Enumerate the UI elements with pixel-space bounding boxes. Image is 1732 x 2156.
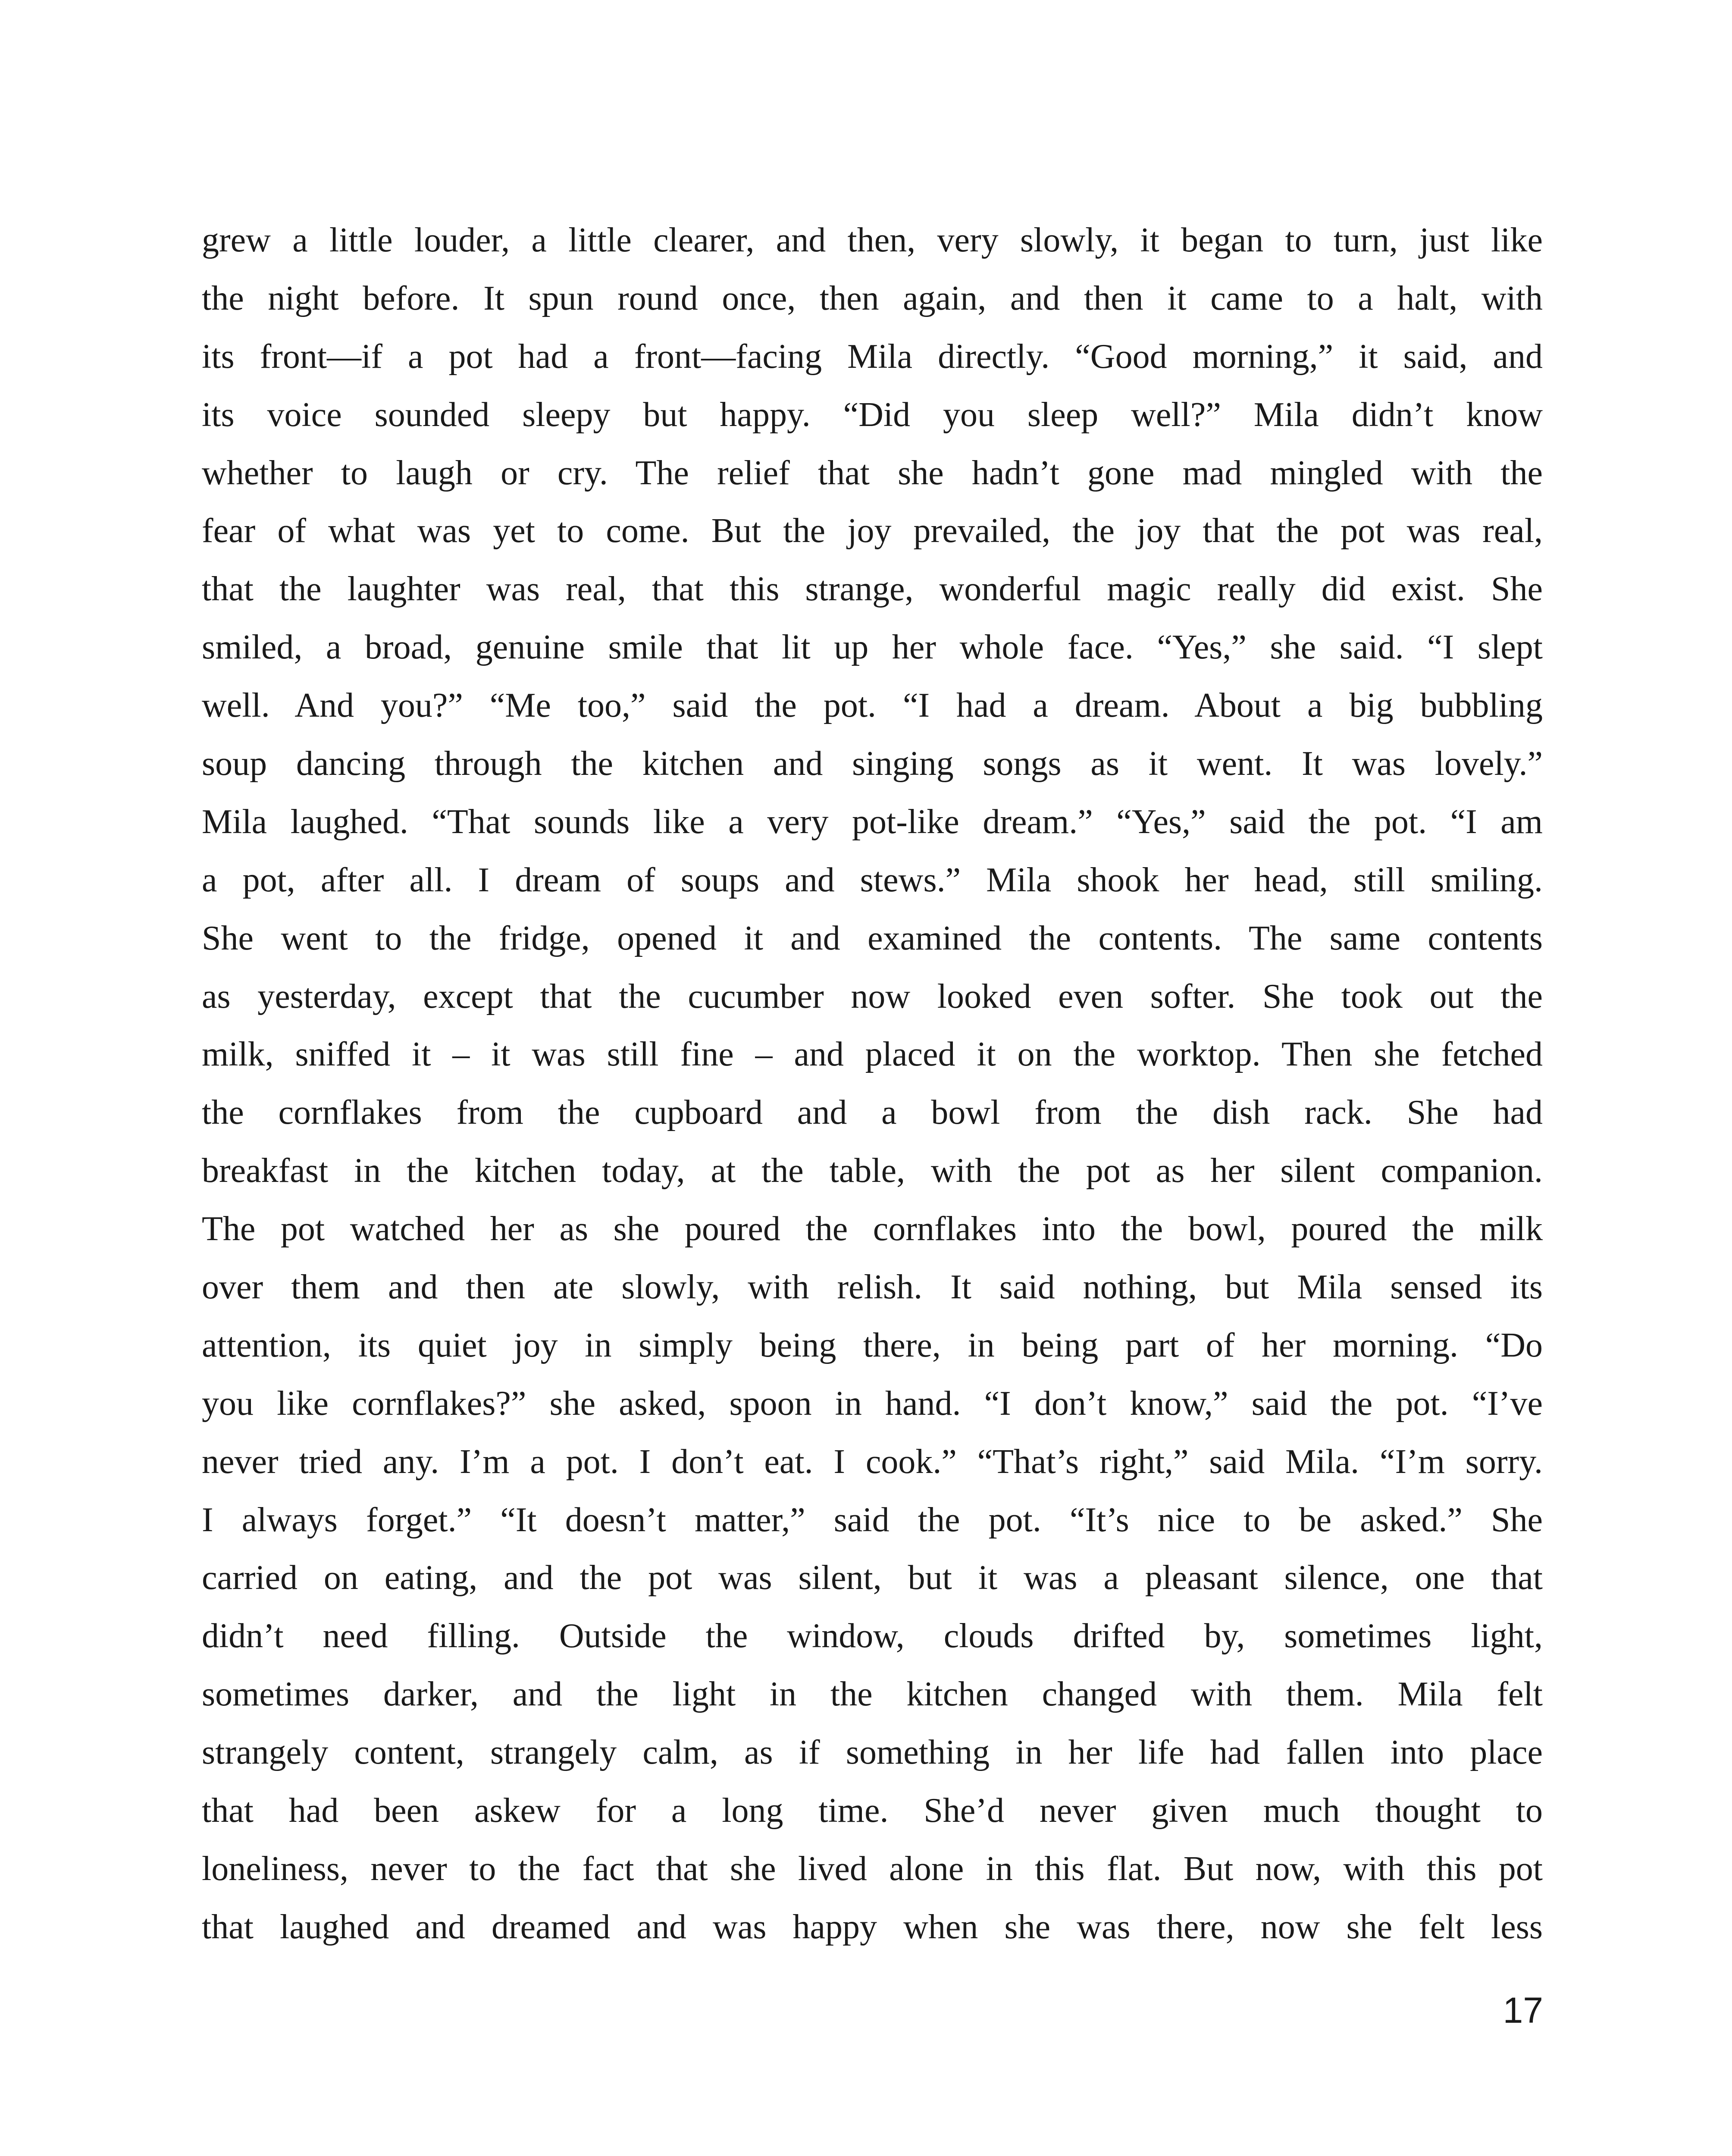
text-line: whether to laugh or cry. The relief that she hadn’t gone mad mingled with the	[202, 454, 1543, 492]
text-line: the cornflakes from the cupboard and a bowl from the dish rack. She had	[202, 1094, 1543, 1132]
text-line: milk, sniffed it – it was still fine – and placed it on the worktop. Then she fetched	[202, 1035, 1543, 1074]
text-line: smiled, a broad, genuine smile that lit up her whole face. “Yes,” she said. “I slept	[202, 628, 1543, 667]
text-line: loneliness, never to the fact that she lived alone in this flat. But now, with this pot	[202, 1849, 1543, 1888]
text-line: you like cornflakes?” she asked, spoon in hand. “I don’t know,” said the pot. “I’ve	[202, 1384, 1543, 1423]
text-line: that had been askew for a long time. She’d never given much thought to	[202, 1792, 1543, 1830]
text-line: I always forget.” “It doesn’t matter,” said the pot. “It’s nice to be asked.” She	[202, 1501, 1543, 1539]
text-line: the night before. It spun round once, then again, and then it came to a halt, with	[202, 279, 1543, 317]
text-line: didn’t need filling. Outside the window, clouds drifted by, sometimes light,	[202, 1617, 1543, 1655]
text-line: The pot watched her as she poured the cornflakes into the bowl, poured the milk	[202, 1210, 1543, 1248]
text-line: sometimes darker, and the light in the kitchen changed with them. Mila felt	[202, 1675, 1543, 1714]
text-line: Mila laughed. “That sounds like a very pot-like dream.” “Yes,” said the pot. “I am	[202, 802, 1543, 841]
text-line: grew a little louder, a little clearer, and then, very slowly, it began to turn, just like	[202, 221, 1543, 259]
text-line: fear of what was yet to come. But the joy prevailed, the joy that the pot was real,	[202, 512, 1543, 550]
text-line: its front—if a pot had a front—facing Mila directly. “Good morning,” it said, and	[202, 337, 1543, 376]
text-line: that the laughter was real, that this strange, wonderful magic really did exist. She	[202, 570, 1543, 608]
text-line: strangely content, strangely calm, as if something in her life had fallen into place	[202, 1733, 1543, 1772]
text-line: its voice sounded sleepy but happy. “Did you sleep well?” Mila didn’t know	[202, 395, 1543, 434]
text-line: a pot, after all. I dream of soups and stews.” Mila shook her head, still smiling.	[202, 861, 1543, 899]
text-line: soup dancing through the kitchen and singing songs as it went. It was lovely.”	[202, 745, 1543, 783]
text-line: carried on eating, and the pot was silent, but it was a pleasant silence, one that	[202, 1559, 1543, 1597]
text-line: breakfast in the kitchen today, at the table, with the pot as her silent companion.	[202, 1152, 1543, 1190]
text-line: attention, its quiet joy in simply being there, in being part of her morning. “Do	[202, 1326, 1543, 1364]
text-line: well. And you?” “Me too,” said the pot. “I had a dream. About a big bubbling	[202, 686, 1543, 725]
page-number: 17	[1503, 1990, 1543, 2031]
text-line: over them and then ate slowly, with relish. It said nothing, but Mila sensed its	[202, 1268, 1543, 1307]
text-line: never tried any. I’m a pot. I don’t eat. I cook.” “That’s right,” said Mila. “I’m sorry.	[202, 1442, 1543, 1481]
text-line: She went to the fridge, opened it and examined the contents. The same contents	[202, 919, 1543, 957]
text-line: as yesterday, except that the cucumber now looked even softer. She took out the	[202, 977, 1543, 1015]
text-line: that laughed and dreamed and was happy when she was there, now she felt less	[202, 1908, 1543, 1946]
body-text	[202, 211, 1543, 1956]
